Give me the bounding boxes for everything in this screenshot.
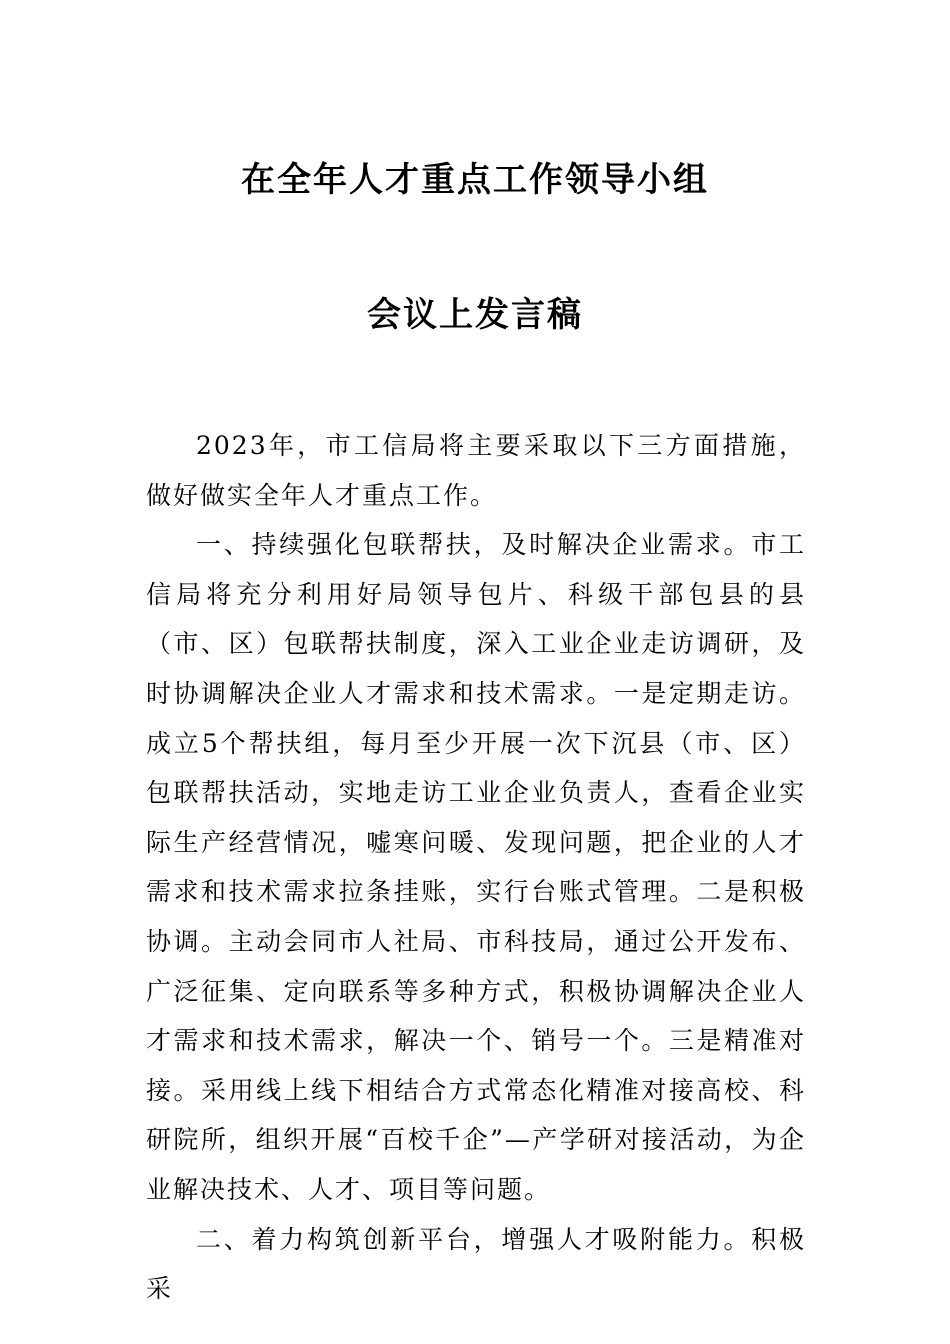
document-body: [146, 421, 806, 1314]
document-title-line-1: 在全年人才重点工作领导小组: [241, 160, 709, 200]
paragraph-intro: 2023年，市工信局将主要采取以下三方面措施，做好做实全年人才重点工作。: [146, 431, 806, 510]
paragraph-section-one: 一、持续强化包联帮扶，及时解决企业需求。市工信局将充分利用好局领导包片、科级干部包县的县（市、区）包联帮扶制度，深入工业企业走访调研，及时协调解决企业人才需求和技术需求。一是定期走访。成立5个帮扶组，每月至少开展一次下沉县（市、区）包联帮扶活动，实地走访工业企业负责人，查看企业实际生产经营情况，嘘寒问暖、发现问题，把企业的人才需求和技术需求拉条挂账，实行台账式管理。二是积极协调。主动会同市人社局、市科技局，通过公开发布、广泛征集、定向联系等多种方式，积极协调解决企业人才需求和技术需求，解决一个、销号一个。三是精准对接。采用线上线下相结合方式常态化精准对接高校、科研院所，组织开展“百校千企”—产学研对接活动，为企业解决技术、人才、项目等问题。: [146, 530, 806, 1204]
paragraph-section-two: 二、着力构筑创新平台，增强人才吸附能力。积极采: [146, 1224, 806, 1304]
document-title-line-2: 会议上发言稿: [367, 295, 583, 335]
